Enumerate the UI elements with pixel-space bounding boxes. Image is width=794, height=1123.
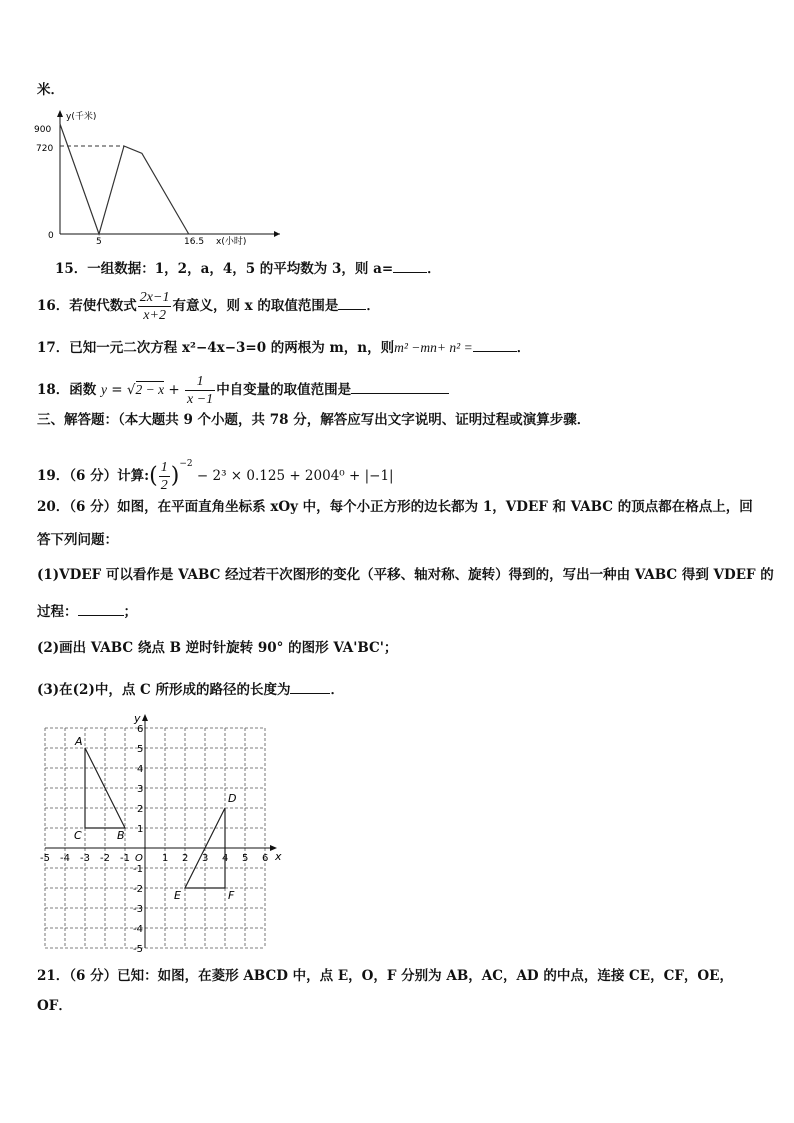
grid-x-tick-label: -5: [40, 853, 50, 864]
grid-x-name: x: [275, 850, 282, 863]
q16-pre: 16．若使代数式: [37, 298, 137, 314]
q18-post: 中自变量的取值范围是: [216, 382, 352, 398]
q15-blank: [393, 258, 427, 273]
q20-line4-pre: 过程：: [37, 604, 78, 620]
grid-y-tick-label: -4: [133, 924, 143, 935]
q15-tail: ．: [427, 261, 441, 277]
top-text: 米．: [37, 82, 64, 98]
q19-half-den: 2: [160, 478, 168, 493]
q16-frac-den: x+2: [143, 308, 166, 323]
grid-x-tick-label: -1: [120, 853, 130, 864]
section-3-header: 三、解答题：（本大题共 9 个小题，共 78 分，解答应写出文字说明、证明过程或演算步骤．: [37, 412, 591, 428]
q18-pre: 18．函数: [37, 382, 97, 398]
graph1-tick-720: 720: [36, 144, 54, 154]
q16-post: 有意义，则 x 的取值范围是: [172, 298, 339, 314]
grid-y-tick-label: 4: [137, 764, 144, 775]
grid-x-tick-label: -3: [80, 853, 90, 864]
grid-y-tick-label: 5: [137, 744, 144, 755]
q17-blank: [473, 337, 517, 352]
q18-y: y: [101, 382, 107, 397]
q17-pre: 17．已知一元二次方程 x²−4x−3=0 的两根为 m，n，则: [37, 340, 395, 356]
q20-line5: (2)画出 VABC 绕点 B 逆时针旋转 90° 的图形 VA'BC'；: [37, 640, 398, 656]
q20-line6-pre: (3)在(2)中，点 C 所形成的路径的长度为: [37, 682, 291, 698]
q19-exp: −2: [179, 459, 193, 469]
grid-x-tick-label: O: [135, 853, 143, 864]
label-E: E: [174, 889, 181, 902]
grid-x-tick-label: -4: [60, 853, 70, 864]
q19-rest: − 2³ × 0.125 + 2004⁰ + |−1|: [192, 468, 394, 484]
grid-x-tick-label: 5: [242, 853, 249, 864]
grid-x-tick-label: 6: [262, 853, 269, 864]
grid-y-tick-label: 3: [137, 784, 144, 795]
q17-expr: m² −mn+ n² =: [394, 340, 473, 355]
q18-frac-num: 1: [185, 373, 215, 391]
graph1-x-arrow: [274, 231, 280, 237]
label-F: F: [228, 889, 235, 902]
grid-y-tick-label: 2: [137, 804, 144, 815]
grid-y-tick-label: -1: [133, 864, 143, 875]
graph1-polyline: [60, 124, 189, 234]
q20-line4-blank: [78, 601, 124, 616]
q20-line4: [37, 601, 137, 622]
grid-y-tick-label: -2: [133, 884, 143, 895]
grid-y-tick-label: -5: [133, 944, 143, 955]
grid-y-tick-label: 6: [137, 724, 144, 735]
coordinate-grid: [30, 708, 290, 956]
graph1-tick-16-5: 16.5: [184, 237, 205, 247]
question-15: [55, 258, 441, 279]
q20-line2: 答下列问题：: [37, 532, 118, 548]
q16-frac-num: 2x−1: [139, 290, 170, 305]
q20-line1: 20．（6 分）如图，在平面直角坐标系 xOy 中，每个小正方形的边长都为 1，VDEF 和 VABC 的顶点都在格点上，回: [37, 499, 753, 515]
distance-time-graph: [30, 104, 300, 254]
grid-x-tick-label: 2: [182, 853, 189, 864]
q19-half: [159, 459, 170, 494]
grid-y-arrow: [142, 714, 148, 721]
question-17: [37, 337, 530, 358]
q20-line4-tail: ；: [123, 604, 137, 620]
q18-blank: [351, 379, 449, 394]
q17-tail: ．: [516, 340, 531, 356]
graph1-y-label: y(千米): [66, 112, 97, 122]
q20-line6-blank: [290, 679, 330, 694]
q20-line3: (1)VDEF 可以看作是 VABC 经过若干次图形的变化（平移、轴对称、旋转）得到的，写出一种由 VABC 得到 VDEF 的: [37, 567, 774, 583]
q15-text: 15．一组数据：1，2，a，4，5 的平均数为 3，则 a=: [55, 261, 394, 277]
grid-y-name: y: [134, 712, 141, 725]
grid-y-tick-label: 1: [137, 824, 144, 835]
q21-line1: 21．（6 分）已知：如图，在菱形 ABCD 中，点 E，O，F 分别为 AB，AC，AD 的中点，连接 CE，CF，OE，: [37, 968, 733, 984]
grid-x-tick-label: 1: [162, 853, 169, 864]
graph1-x-label: x(小时): [216, 237, 247, 247]
graph1-tick-5: 5: [96, 237, 102, 247]
q16-tail: ．: [366, 298, 380, 314]
label-D: D: [228, 792, 237, 805]
label-B: B: [117, 829, 125, 842]
graph1-y-arrow: [57, 110, 63, 117]
grid-x-tick-label: 4: [222, 853, 229, 864]
q19-half-num: 1: [160, 460, 168, 475]
question-18: 18．函数 y = √2 − x + $\frac{1}{x -1}$ 中自变量的取值范围是: [37, 372, 449, 408]
label-A: A: [75, 735, 83, 748]
q18-fraction: [185, 373, 215, 408]
q19-pre: 19．（6 分）计算:: [37, 468, 150, 484]
q16-blank: [338, 295, 366, 310]
graph1-tick-900: 900: [34, 125, 52, 135]
q20-line6: [37, 679, 344, 700]
grid-x-tick-label: -2: [100, 853, 110, 864]
question-19: 19．（6 分）计算:( $\frac{1}{2}$ )$^{-2}$ − 2³ × 0.125 + 2004⁰ + |−1|: [37, 459, 394, 493]
q16-fraction: [138, 289, 172, 324]
q21-line2: OF．: [37, 998, 72, 1014]
q18-frac-den: x −1: [187, 392, 214, 407]
q20-line6-tail: ．: [330, 682, 344, 698]
graph1-tick-0: 0: [48, 231, 54, 241]
q18-sqrt: 2 − x: [135, 382, 165, 397]
grid-y-tick-label: -3: [133, 904, 143, 915]
grid-x-tick-label: 3: [202, 853, 209, 864]
label-C: C: [74, 829, 82, 842]
question-16: [37, 288, 380, 324]
